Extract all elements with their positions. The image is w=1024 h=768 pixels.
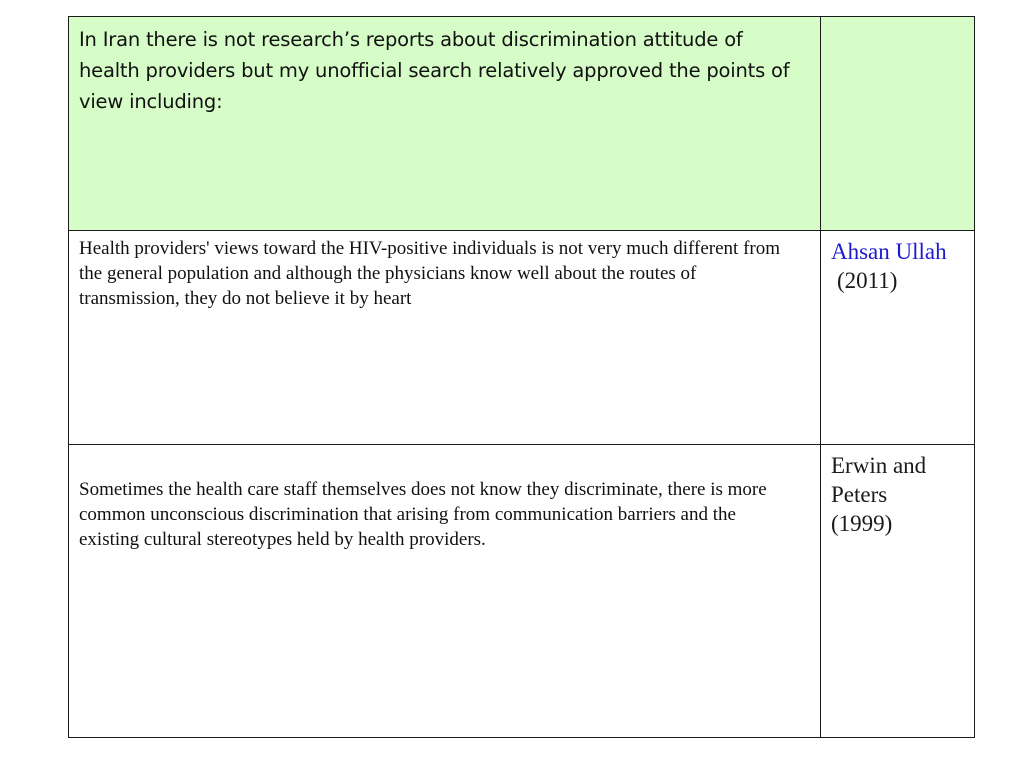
table-cell-reference	[821, 445, 975, 738]
table-row	[69, 231, 975, 445]
table-cell-reference	[821, 17, 975, 231]
reference-empty	[821, 17, 974, 23]
finding-text: Health providers' views toward the HIV-positive individuals is not very much different from the general population and although the physicians know well about the routes of transmission, they do not believe it by heart	[79, 238, 781, 309]
reference-year: (1999)	[831, 511, 893, 536]
table-cell-statement	[69, 231, 821, 445]
reference-citation	[821, 231, 974, 295]
reference-author-line: Peters	[831, 482, 888, 507]
table-row	[69, 445, 975, 738]
reference-citation	[821, 445, 974, 538]
table-cell-reference	[821, 231, 975, 445]
table-row	[69, 17, 975, 231]
reference-table	[68, 16, 975, 738]
intro-statement: In Iran there is not research’s reports about discrimination attitude of health providers but my unofficial search relatively approved the points of view including:	[79, 28, 790, 113]
reference-author-line: Erwin and	[831, 453, 927, 478]
reference-author-link[interactable]: Ahsan Ullah	[831, 239, 947, 264]
reference-year: (2011)	[837, 268, 898, 293]
table-cell-statement	[69, 17, 821, 231]
finding-text: Sometimes the health care staff themselves does not know they discriminate, there is more common unconscious discrimination that arising from communication barriers and the existing cultural stereotypes held by health providers.	[79, 479, 767, 550]
table-cell-statement	[69, 445, 821, 738]
